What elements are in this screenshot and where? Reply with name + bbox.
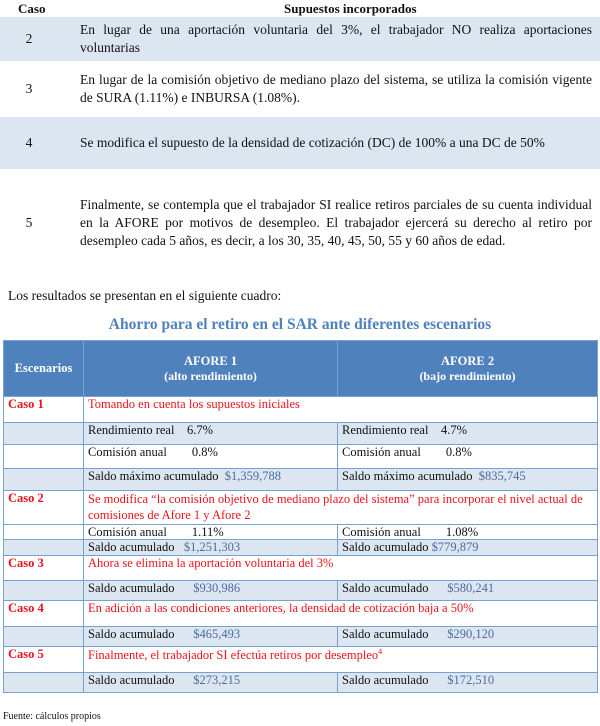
supuesto-row xyxy=(0,61,600,117)
supuesto-text: Se modifica el supuesto de la densidad de cotización (DC) de 100% a una DC de 50% xyxy=(80,135,545,150)
supuesto-num: 4 xyxy=(25,135,33,150)
fuente: Fuente: cálculos propios xyxy=(3,711,101,722)
caso1-label: Caso 1 xyxy=(4,397,84,423)
value: $835,745 xyxy=(478,469,526,483)
caso1-rend-row xyxy=(4,423,598,445)
value: $779,879 xyxy=(431,540,479,554)
caso2-saldo-row xyxy=(4,540,598,556)
caso2-row xyxy=(4,491,598,525)
label: Saldo acumulado xyxy=(88,673,175,687)
supuesto-row xyxy=(0,17,600,61)
caso1-row xyxy=(4,397,598,423)
value: 6.7% xyxy=(186,423,213,437)
supuesto-text: En lugar de una aportación voluntaria del 3%, el trabajador NO realiza aportaciones voluntarias xyxy=(80,22,592,55)
label: Saldo acumulado xyxy=(342,627,429,641)
caso5-desc xyxy=(84,647,598,673)
caso1-desc: Tomando en cuenta los supuestos iniciales xyxy=(84,397,598,423)
caso4-row xyxy=(4,601,598,627)
label: Saldo máximo acumulado xyxy=(88,469,219,483)
caso4-saldo-row xyxy=(4,627,598,647)
label: Saldo acumulado xyxy=(342,540,429,554)
supuesto-text: En lugar de la comisión objetivo de mediano plazo del sistema, se utiliza la comisión vigente de SURA (1.11%) e INBURSA (1.08%). xyxy=(80,72,592,105)
caso1-saldo-row xyxy=(4,469,598,491)
value: $465,493 xyxy=(193,627,241,641)
label: Saldo acumulado xyxy=(88,627,175,641)
caso5-label: Caso 5 xyxy=(4,647,84,673)
table-caption: Ahorro para el retiro en el SAR ante diferentes escenarios xyxy=(108,316,492,333)
caso2-label: Caso 2 xyxy=(4,491,84,525)
caso4-label: Caso 4 xyxy=(4,601,84,627)
value: $273,215 xyxy=(193,673,241,687)
value: $930,986 xyxy=(193,581,241,595)
footnote-ref: 4 xyxy=(378,647,383,656)
supuesto-num: 3 xyxy=(25,81,33,96)
value: $172,510 xyxy=(447,673,495,687)
caso5-saldo-row xyxy=(4,673,598,693)
caso2-com-row xyxy=(4,525,598,540)
caso3-label: Caso 3 xyxy=(4,556,84,581)
resultados-table xyxy=(3,340,598,693)
value: 1.08% xyxy=(445,525,479,539)
value: 4.7% xyxy=(440,423,467,437)
value: $580,241 xyxy=(447,581,495,595)
label: Comisión anual xyxy=(342,525,421,539)
label: Saldo acumulado xyxy=(88,581,175,595)
caso5-row xyxy=(4,647,598,673)
header-escenarios: Escenarios xyxy=(4,341,84,397)
header-afore1: AFORE 1 (alto rendimiento) xyxy=(84,341,338,397)
caso3-row xyxy=(4,556,598,581)
supuesto-num: 2 xyxy=(25,31,33,46)
value: 0.8% xyxy=(191,445,218,459)
header-supuestos: Supuestos incorporados xyxy=(284,0,417,16)
label: Saldo máximo acumulado xyxy=(342,469,473,483)
caso3-saldo-row xyxy=(4,581,598,601)
value: $1,359,788 xyxy=(224,469,282,483)
label: Saldo acumulado xyxy=(342,581,429,595)
label: Saldo acumulado xyxy=(88,540,175,554)
caso5-desc-text: Finalmente, el trabajador SI efectúa retiros por desempleo xyxy=(88,648,379,663)
value: 1.11% xyxy=(191,525,224,539)
header-afore2: AFORE 2 (bajo rendimiento) xyxy=(338,341,598,397)
supuesto-text: Finalmente, se contempla que el trabajador SI realice retiros parciales de su cuenta individual en la AFORE por motivos de desempleo. El trabajador ejercerá su derecho al retiro por desempleo cada 5 años, es decir, a los 30, 35, 40, 45, 50, 55 y 60 años de edad. xyxy=(80,196,592,248)
label: Comisión anual xyxy=(88,445,167,459)
label: Comisión anual xyxy=(342,445,421,459)
supuestos-table xyxy=(0,0,600,276)
value: $1,251,303 xyxy=(183,540,241,554)
supuesto-num: 5 xyxy=(25,214,33,230)
label: Saldo acumulado xyxy=(342,673,429,687)
value: 0.8% xyxy=(445,445,472,459)
caso4-desc: En adición a las condiciones anteriores, la densidad de cotización baja a 50% xyxy=(84,601,598,627)
label: Rendimiento real xyxy=(342,423,429,437)
intro-text: Los resultados se presentan en el siguiente cuadro: xyxy=(8,288,282,303)
supuesto-row xyxy=(0,117,600,169)
label: Rendimiento real xyxy=(88,423,175,437)
caso1-com-row xyxy=(4,445,598,469)
caso3-desc: Ahora se elimina la aportación voluntaria del 3% xyxy=(84,556,598,581)
supuesto-row xyxy=(0,169,600,276)
label: Comisión anual xyxy=(88,525,167,539)
header-caso: Caso xyxy=(18,0,46,16)
caso2-desc: Se modifica “la comisión objetivo de mediano plazo del sistema” para incorporar el nivel actual de comisiones de Afore 1 y Afore 2 xyxy=(84,491,598,525)
value: $290,120 xyxy=(447,627,495,641)
